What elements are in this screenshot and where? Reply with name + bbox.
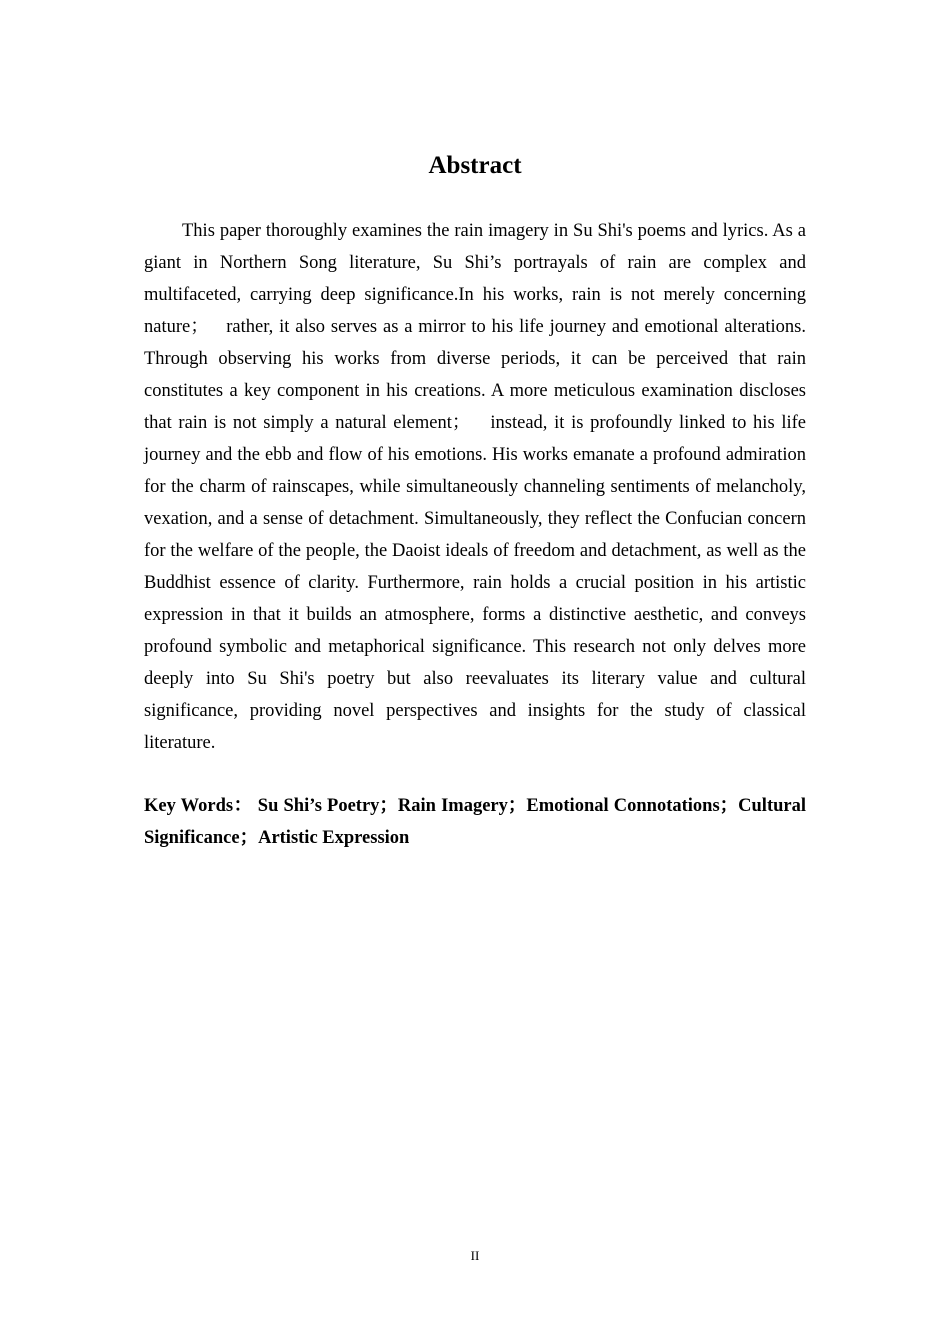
abstract-body: This paper thoroughly examines the rain imagery in Su Shi's poems and lyrics. As a giant in Northern Song literature, Su Shi’s portrayals of rain are complex and multifaceted, carrying deep significance.In his works, rain is not merely concerning nature； rather, it also serves as a mirror to his life journey and emotional alterations. Through observing his works from diverse periods, it can be perceived that rain constitutes a key component in his creations. A more meticulous examination discloses that rain is not simply a natural element； instead, it is profoundly linked to his life journey and the ebb and flow of his emotions. His works emanate a profound admiration for the charm of rainscapes, while simultaneously channeling sentiments of melancholy, vexation, and a sense of detachment. Simultaneously, they reflect the Confucian concern for the welfare of the people, the Daoist ideals of freedom and detachment, as well as the Buddhist essence of clarity. Furthermore, rain holds a crucial position in his artistic expression in that it builds an atmosphere, forms a distinctive aesthetic, and conveys profound symbolic and metaphorical significance. This research not only delves more deeply into Su Shi's poetry but also reevaluates its literary value and cultural significance, providing novel perspectives and insights for the study of classical literature. — [144, 221, 806, 753]
keywords-line: Key Words： Su Shi’s Poetry；Rain Imagery；Emotional Connotations；Cultural Significance；Artistic Expression — [144, 796, 806, 848]
page-number: II — [470, 1248, 480, 1263]
abstract-title: Abstract — [428, 152, 522, 179]
